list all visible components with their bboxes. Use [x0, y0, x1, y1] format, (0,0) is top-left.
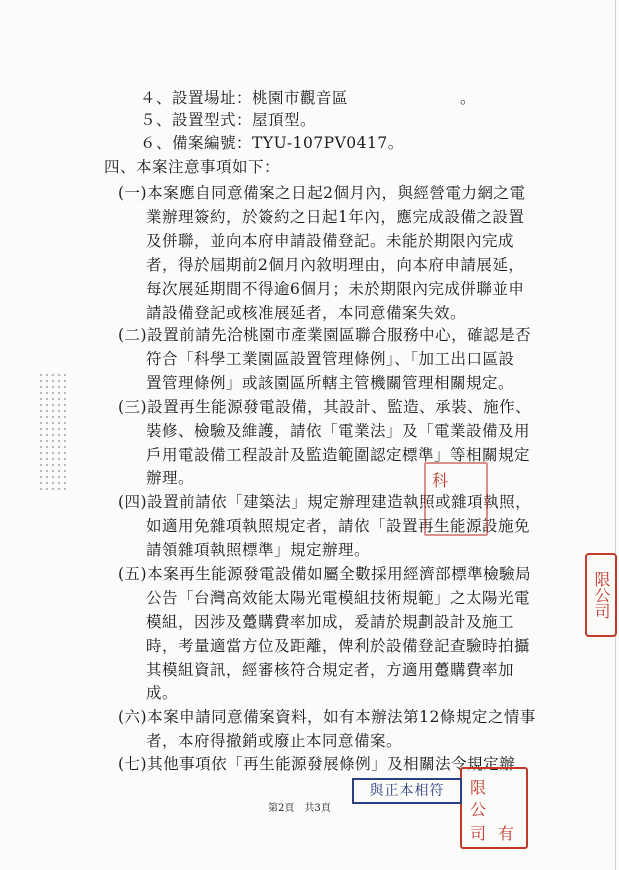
paragraph-1-line: 業辦理簽約，於簽約之日起1年內，應完成設備之設置: [146, 208, 525, 226]
seal-char: 公: [470, 800, 487, 819]
paragraph-6-line: 者，本府得撤銷或廢止本同意備案。: [146, 732, 403, 750]
faded-seal-char: 科: [432, 471, 449, 490]
paragraph-3-line: 辦理。: [146, 469, 195, 487]
paragraph-1-line: 每次展延期間不得逾6個月；未於期限內完成併聯並申: [146, 280, 525, 298]
page-edge: [615, 0, 616, 870]
seal-char: 司: [470, 824, 487, 843]
seal-char: 限: [470, 778, 487, 797]
item-location: ４、設置場址：桃園市觀音區 。: [140, 89, 477, 107]
paragraph-1-line: 者，得於屆期前2個月內敘明理由，向本府申請展延，: [146, 256, 525, 274]
paragraph-6-line: (六)本案申請同意備案資料，如有本辦法第12條規定之情事: [118, 708, 536, 726]
paragraph-4-line: 請領雜項執照標準」規定辦理。: [146, 541, 371, 559]
paragraph-1-line: (一)本案應自同意備案之日起2個月內，與經營電力網之電: [118, 184, 526, 202]
paragraph-7-line: (七)其他事項依「再生能源發展條例」及相關法令規定辦: [118, 755, 516, 773]
seal-char: 有: [498, 824, 515, 843]
paragraph-2-line: 符合「科學工業園區設置管理條例」、「加工出口區設: [146, 350, 515, 368]
paragraph-5-line: 其模組資訊，經審核符合規定者，方適用躉購費率加: [146, 661, 515, 679]
paragraph-5-line: 公告「台灣高效能太陽光電模組技術規範」之太陽光電: [146, 589, 531, 607]
copy-conformity-stamp: 與正本相符: [352, 778, 462, 804]
paragraph-5-line: 成。: [146, 684, 179, 702]
section-heading: 四、本案注意事項如下：: [104, 158, 281, 176]
paragraph-5-line: 模組，因涉及躉購費率加成，爰請於規劃設計及施工: [146, 613, 515, 631]
item-case-number: ６、備案編號：TYU-107PV0417。: [140, 134, 404, 152]
paragraph-1-line: 及併聯，並向本府申請設備登記。未能於期限內完成: [146, 232, 515, 250]
scan-dot-pattern: [38, 372, 66, 490]
paragraph-2-line: (二)設置前請先洽桃園市產業園區聯合服務中心，確認是否: [118, 326, 532, 344]
paragraph-3-line: (三)設置再生能源發電設備，其設計、監造、承裝、施作、: [118, 398, 532, 416]
page-number-footer: 第2頁 共3頁: [268, 803, 331, 814]
paragraph-1-line: 請設備登記或核准展延者，本同意備案失效。: [146, 304, 467, 322]
paragraph-2-line: 置管理條例」或該園區所轄主管機關管理相關規定。: [146, 374, 515, 392]
paragraph-3-line: 裝修、檢驗及維護，請依「電業法」及「電業設備及用: [146, 422, 531, 440]
faded-seal: [424, 462, 488, 536]
paragraph-5-line: (五)本案再生能源發電設備如屬全數採用經濟部標準檢驗局: [118, 565, 532, 583]
paragraph-4-line: 如適用免雜項執照規定者，請依「設置再生能源設施免: [146, 517, 531, 535]
company-seal-side: 限公司: [585, 553, 617, 637]
paragraph-4-line: (四)設置前請依「建築法」規定辦理建造執照或雜項執照，: [118, 493, 532, 511]
paragraph-3-line: 戶用電設備工程設計及監造範圍認定標準」等相關規定: [146, 446, 531, 464]
item-type: ５、設置型式：屋頂型。: [140, 111, 317, 129]
company-seal-bottom: [460, 767, 528, 849]
paragraph-5-line: 時，考量適當方位及距離，俾利於設備登記查驗時拍攝: [146, 637, 531, 655]
